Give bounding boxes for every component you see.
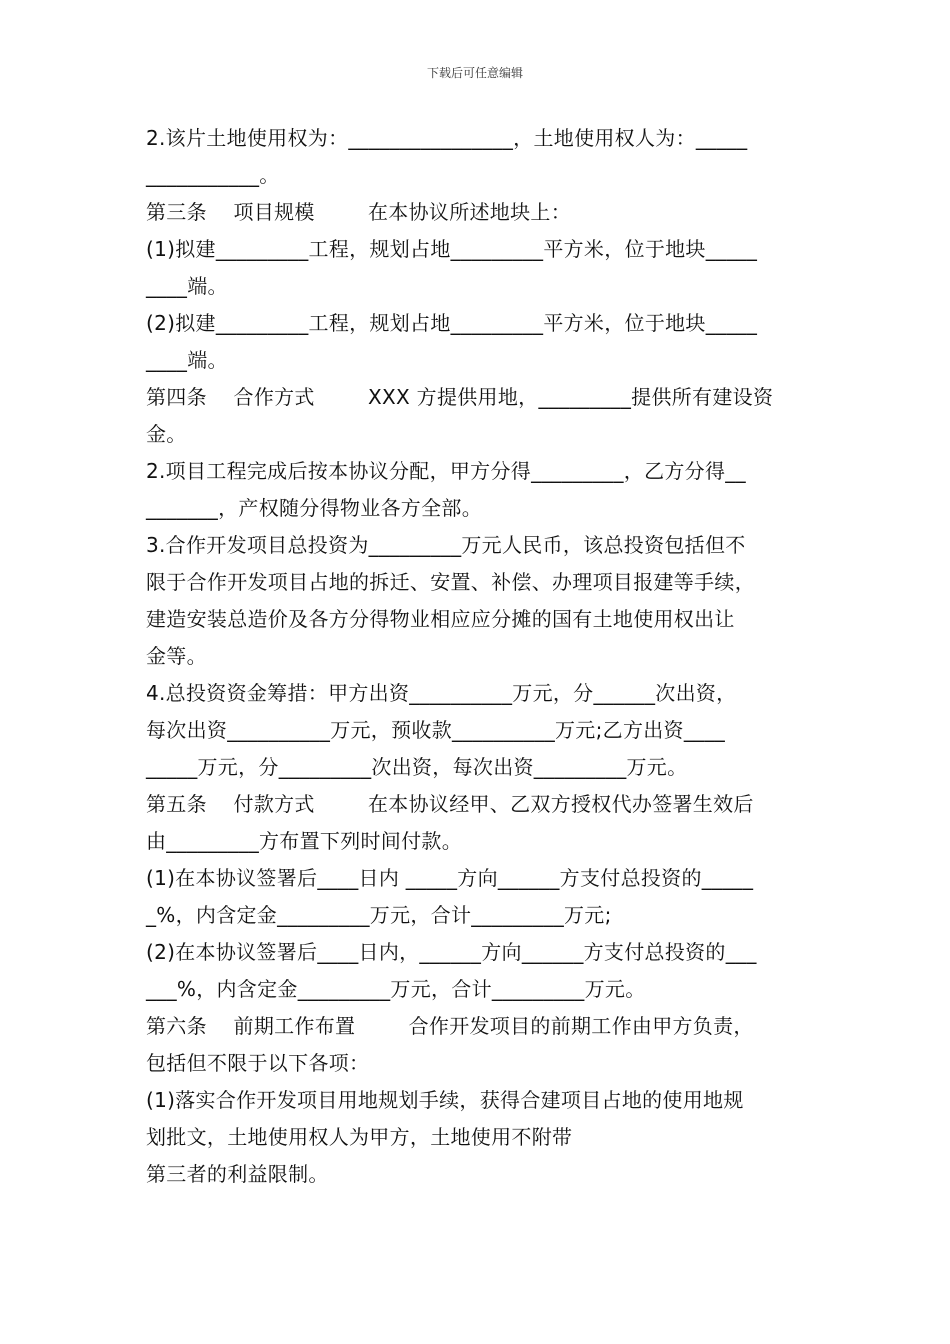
text-line: _______，产权随分得物业各方全部。 — [146, 496, 482, 520]
section-heading-5: 第五条 付款方式 在本协议经甲、乙双方授权代办签署生效后 — [146, 792, 754, 816]
text-line: 划批文，土地使用权人为甲方，土地使用不附带 — [146, 1125, 573, 1149]
text-line: (1)拟建_________工程，规划占地_________平方米，位于地块_____ — [146, 237, 758, 261]
text-line: 由_________方布置下列时间付款。 — [146, 829, 462, 853]
section-heading-6: 第六条 前期工作布置 合作开发项目的前期工作由甲方负责， — [146, 1014, 754, 1038]
text-line: 3.合作开发项目总投资为_________万元人民币，该总投资包括但不 — [146, 533, 746, 557]
text-line: 包括但不限于以下各项： — [146, 1051, 370, 1075]
text-line: _____万元，分_________次出资，每次出资_________万元。 — [146, 755, 688, 779]
text-line: 2.该片土地使用权为：________________，土地使用权人为：_____ — [146, 126, 748, 150]
section-heading-4: 第四条 合作方式 XXX 方提供用地，_________提供所有建设资 — [146, 385, 774, 409]
text-line: ____端。 — [146, 348, 228, 372]
text-line: (1)落实合作开发项目用地规划手续，获得合建项目占地的使用地规 — [146, 1088, 744, 1112]
text-line: ___________。 — [146, 163, 280, 187]
text-line: 2.项目工程完成后按本协议分配，甲方分得_________，乙方分得__ — [146, 459, 746, 483]
section-heading-3: 第三条 项目规模 在本协议所述地块上： — [146, 200, 571, 224]
text-line: (2)在本协议签署后____日内，______方向______方支付总投资的___ — [146, 940, 757, 964]
text-line: 每次出资__________万元，预收款__________万元;乙方出资____ — [146, 718, 726, 742]
page-header: 下载后可任意编辑 — [426, 66, 523, 80]
text-line: ____端。 — [146, 274, 228, 298]
text-line: 限于合作开发项目占地的拆迁、安置、补偿、办理项目报建等手续， — [146, 570, 755, 594]
text-line: 金等。 — [146, 644, 207, 668]
text-line: 建造安装总造价及各方分得物业相应应分摊的国有土地使用权出让 — [146, 607, 735, 631]
text-line: _%，内含定金_________万元，合计_________万元; — [146, 903, 612, 927]
text-line: 金。 — [146, 422, 187, 446]
text-line: ___%，内含定金_________万元，合计_________万元。 — [146, 977, 646, 1001]
text-line: 第三者的利益限制。 — [146, 1162, 329, 1186]
text-line: (1)在本协议签署后____日内 _____方向______方支付总投资的_____ — [146, 866, 754, 890]
text-line: 4.总投资资金筹措：甲方出资__________万元，分______次出资， — [146, 681, 737, 705]
document-body — [146, 120, 811, 1193]
text-line: (2)拟建_________工程，规划占地_________平方米，位于地块_____ — [146, 311, 758, 335]
